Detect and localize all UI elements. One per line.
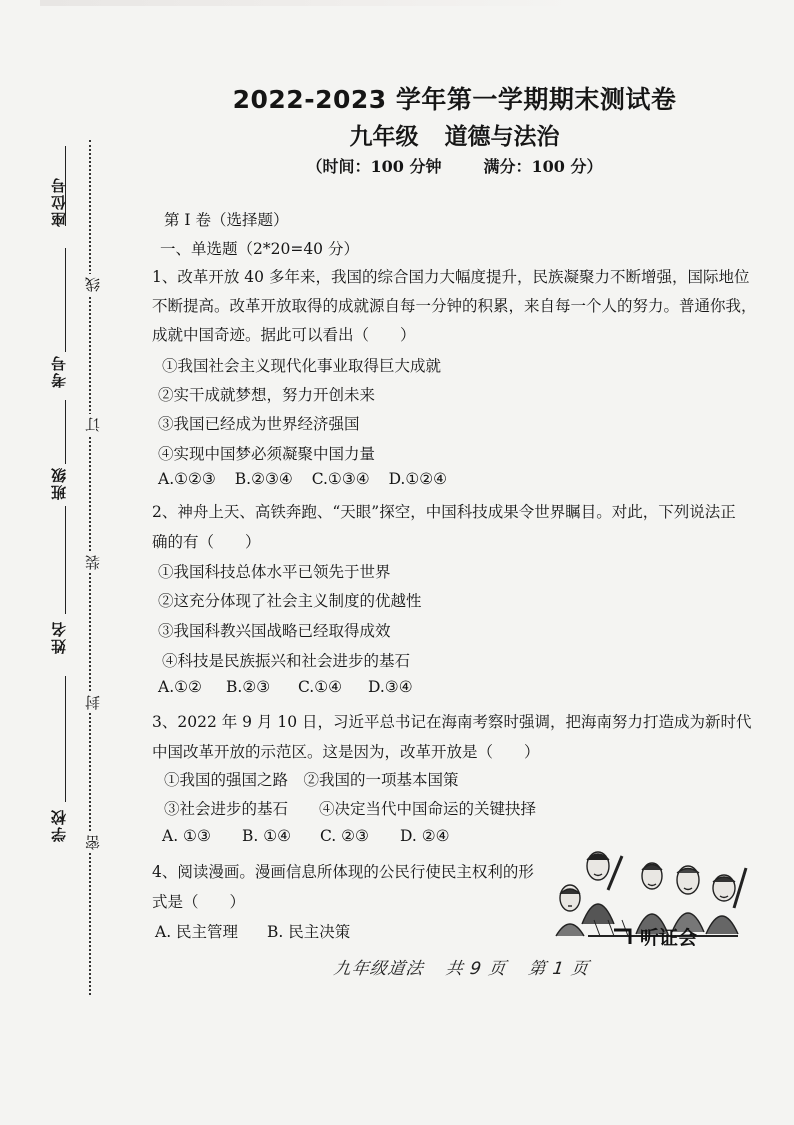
- exam-time: （时间：100 分钟: [306, 157, 442, 176]
- q2-item: ①我国科技总体水平已领先于世界: [158, 563, 391, 581]
- q1-answers: [158, 470, 461, 488]
- answer-choice: D.①②④: [388, 470, 448, 488]
- answer-choice: C.①④: [298, 678, 343, 696]
- class-label: 班级: [50, 466, 68, 500]
- cartoon-figure-1: [556, 885, 584, 936]
- margin-mark-mount: 装: [82, 552, 103, 573]
- handwritten-page-no: 第 1 页: [526, 959, 591, 979]
- answer-choice: C.①③④: [311, 470, 370, 488]
- q2-item: ③我国科教兴国战略已经取得成效: [158, 622, 391, 640]
- handwritten-pages: 共 9 页: [444, 959, 508, 979]
- subject: 道德与法治: [444, 124, 560, 150]
- margin-mark-line: 线: [82, 274, 103, 295]
- margin-mark-bind: 订: [82, 414, 103, 435]
- exam-no-label: 考号: [50, 354, 68, 388]
- q2-item: ④科技是民族振兴和社会进步的基石: [162, 652, 411, 670]
- answer-choice: A. ①③: [162, 827, 211, 845]
- class-underline: [65, 400, 66, 464]
- q3-item: ③社会进步的基石 ④决定当代中国命运的关键抉择: [164, 800, 537, 818]
- q4-stem-line2: 式是（ ）: [152, 893, 246, 911]
- exam-no-underline: [65, 248, 66, 352]
- answer-choice: D.③④: [368, 678, 413, 696]
- margin-mark-seal: 封: [82, 692, 103, 713]
- q3-item: ①我国的强国之路 ②我国的一项基本国策: [164, 771, 459, 789]
- scan-artifact: [40, 0, 580, 6]
- answer-choice: B. ①④: [242, 827, 292, 845]
- answer-choice: B.②③: [226, 678, 271, 696]
- answer-choice: A. 民主管理: [155, 923, 239, 941]
- cartoon-caption: 听证会: [640, 927, 698, 946]
- answer-choice: A.①②: [158, 678, 202, 696]
- q1-item: ③我国已经成为世界经济强国: [158, 415, 360, 433]
- part-heading: 第 I 卷（选择题）: [164, 211, 289, 229]
- exam-score: 满分：100 分）: [483, 157, 603, 176]
- cartoon-figure-5: [706, 868, 746, 934]
- grade: 九年级: [349, 124, 419, 150]
- cartoon-figure-4: [672, 866, 704, 932]
- seat-label: 座位号: [50, 176, 68, 227]
- answer-choice: D. ②④: [400, 827, 450, 845]
- q2-stem-line2: 确的有（ ）: [152, 533, 261, 551]
- q1-item: ②实干成就梦想，努力开创未来: [158, 386, 376, 404]
- q1-stem-line3: 成就中国奇迹。据此可以看出（ ）: [152, 326, 416, 344]
- q1-item: ①我国社会主义现代化事业取得巨大成就: [162, 357, 442, 375]
- q1-stem-line1: 1、改革开放 40 多年来，我国的综合国力大幅度提升，民族凝聚力不断增强，国际地位: [152, 268, 750, 286]
- handwritten-note: [332, 954, 591, 979]
- q3-stem-line2: 中国改革开放的示范区。这是因为，改革开放是（ ）: [152, 743, 540, 761]
- name-underline: [65, 506, 66, 614]
- q1-item: ④实现中国梦必须凝聚中国力量: [158, 445, 376, 463]
- answer-choice: C. ②③: [320, 827, 369, 845]
- margin-mark-secret: 密: [82, 832, 103, 853]
- exam-title: 2022-2023 学年第一学期期末测试卷: [232, 85, 677, 114]
- school-label: 学校: [50, 808, 68, 842]
- q2-answers: [158, 678, 427, 696]
- cartoon-figure-2: [582, 852, 622, 924]
- q2-stem-line1: 2、神舟上天、高铁奔跑、“天眼”探空，中国科技成果令世界瞩目。对此，下列说法正: [152, 503, 736, 521]
- q4-answers: [155, 920, 364, 942]
- hearing-cartoon: [548, 836, 748, 946]
- answer-choice: B.②③④: [234, 470, 293, 488]
- section-heading: 一、单选题（2*20=40 分）: [160, 240, 359, 258]
- q4-stem-line1: 4、阅读漫画。漫画信息所体现的公民行使民主权利的形: [152, 863, 534, 881]
- cartoon-figure-3: [636, 863, 668, 934]
- name-label: 姓名: [50, 620, 68, 654]
- exam-meta: [0, 154, 794, 177]
- answer-choice: A.①②③: [158, 470, 216, 488]
- exam-subtitle: [0, 118, 794, 151]
- answer-choice: B. 民主决策: [267, 923, 351, 941]
- q3-answers: [162, 827, 464, 845]
- school-underline: [65, 676, 66, 802]
- handwritten-subject: 九年级道法: [332, 959, 426, 979]
- q1-stem-line2: 不断提高。改革开放取得的成就源自每一分钟的积累，来自每一个人的努力。普通你我，: [152, 297, 757, 315]
- q2-item: ②这充分体现了社会主义制度的优越性: [158, 592, 422, 610]
- q3-stem-line1: 3、2022 年 9 月 10 日，习近平总书记在海南考察时强调，把海南努力打造成为新时代: [152, 713, 752, 731]
